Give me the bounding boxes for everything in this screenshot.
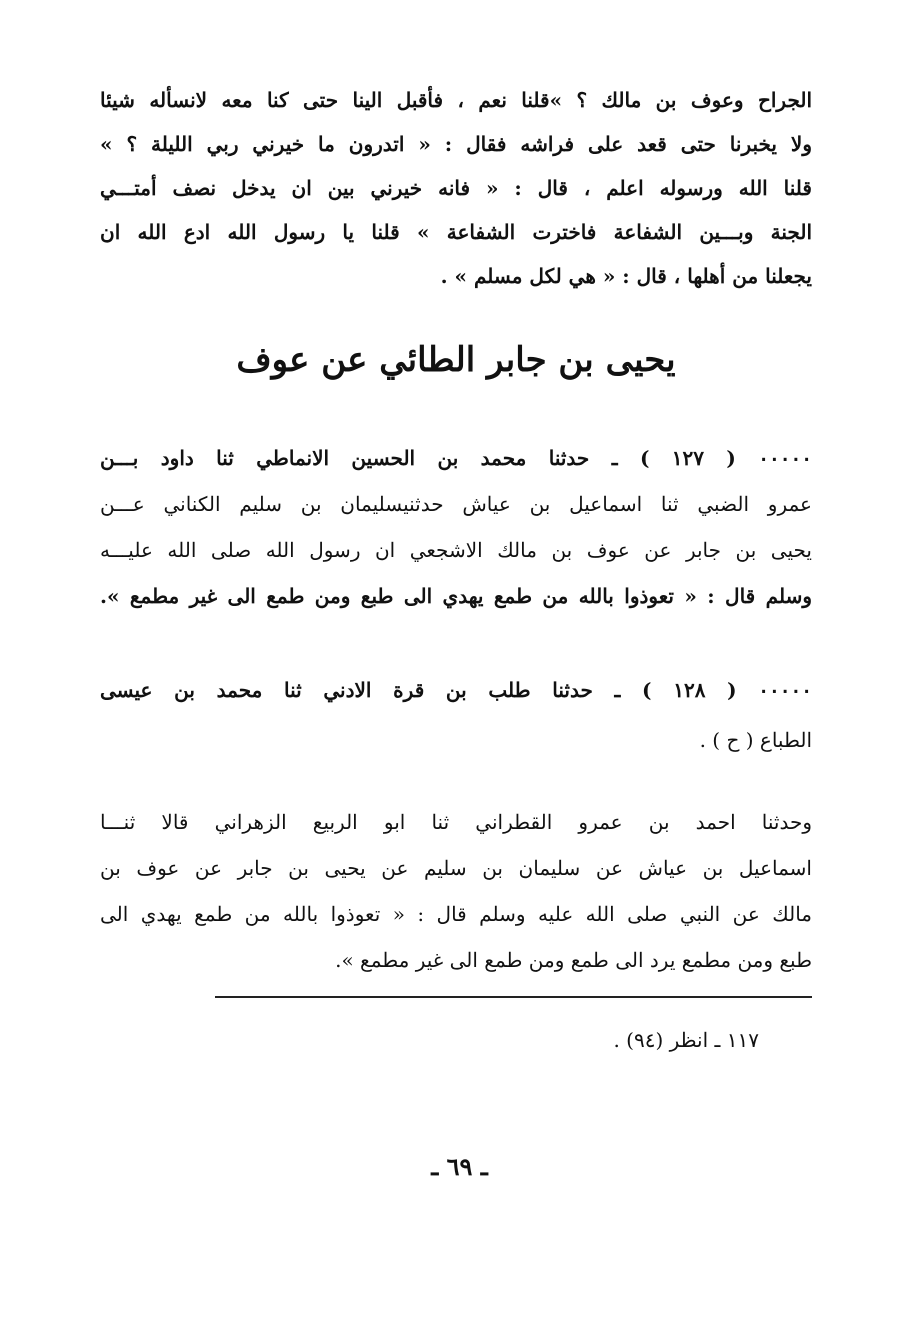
text-line: عمرو الضبي ثنا اسماعيل بن عياش حدثنيسليمان بن سليم الكناني عـــن <box>100 492 812 516</box>
text-line: الجراح وعوف بن مالك ؟ »قلنا نعم ، فأقبل الينا حتى كنا معه لانسأله شيئا <box>100 88 812 112</box>
text-line: الجنة وبـــين الشفاعة فاخترت الشفاعة » قلنا يا رسول الله ادع الله ان <box>100 220 812 244</box>
text-line: ٠٠٠٠٠ ( ١٢٨ ) ـ حدثنا طلب بن قرة الادني ثنا محمد بن عيسى <box>100 678 812 702</box>
text-line: يحيى بن جابر عن عوف بن مالك الاشجعي ان رسول الله صلى الله عليـــه <box>100 538 812 562</box>
footnote-divider <box>215 996 812 998</box>
text-line: وسلم قال : « تعوذوا بالله من طمع يهدي الى طبع ومن طمع الى غير مطمع ». <box>100 584 812 608</box>
page-number: ـ ٦٩ ـ <box>431 1152 488 1181</box>
hadith-127 <box>100 436 812 616</box>
text-line: مالك عن النبي صلى الله عليه وسلم قال : « تعوذوا بالله من طمع يهدي الى <box>100 902 812 926</box>
text-line: ولا يخبرنا حتى قعد على فراشه فقال : « اتدرون ما خيرني ربي الليلة ؟ » <box>100 132 812 156</box>
paragraph-4 <box>100 800 812 980</box>
footnote: ١١٧ ـ انظر (٩٤) . <box>613 1028 759 1052</box>
section-heading: يحيى بن جابر الطائي عن عوف <box>236 340 676 380</box>
text-line: قلنا الله ورسوله اعلم ، قال : « فانه خيرني بين ان يدخل نصف أمتـــي <box>100 176 812 200</box>
text-line: يجعلنا من أهلها ، قال : « هي لكل مسلم » . <box>440 264 812 288</box>
text-line: الطباع ( ح ) . <box>699 728 812 752</box>
text-line: وحدثنا احمد بن عمرو القطراني ثنا ابو الربيع الزهراني قالا ثنـــا <box>100 810 812 834</box>
text-line: اسماعيل بن عياش عن سليمان بن سليم عن يحيى بن جابر عن عوف بن <box>100 856 812 880</box>
hadith-128 <box>100 668 812 768</box>
text-line: طبع ومن مطمع يرد الى طمع ومن طمع الى غير مطمع ». <box>335 948 812 972</box>
text-line: ٠٠٠٠٠ ( ١٢٧ ) ـ حدثنا محمد بن الحسين الانماطي ثنا داود بـــن <box>100 446 812 470</box>
paragraph-1 <box>100 78 812 308</box>
